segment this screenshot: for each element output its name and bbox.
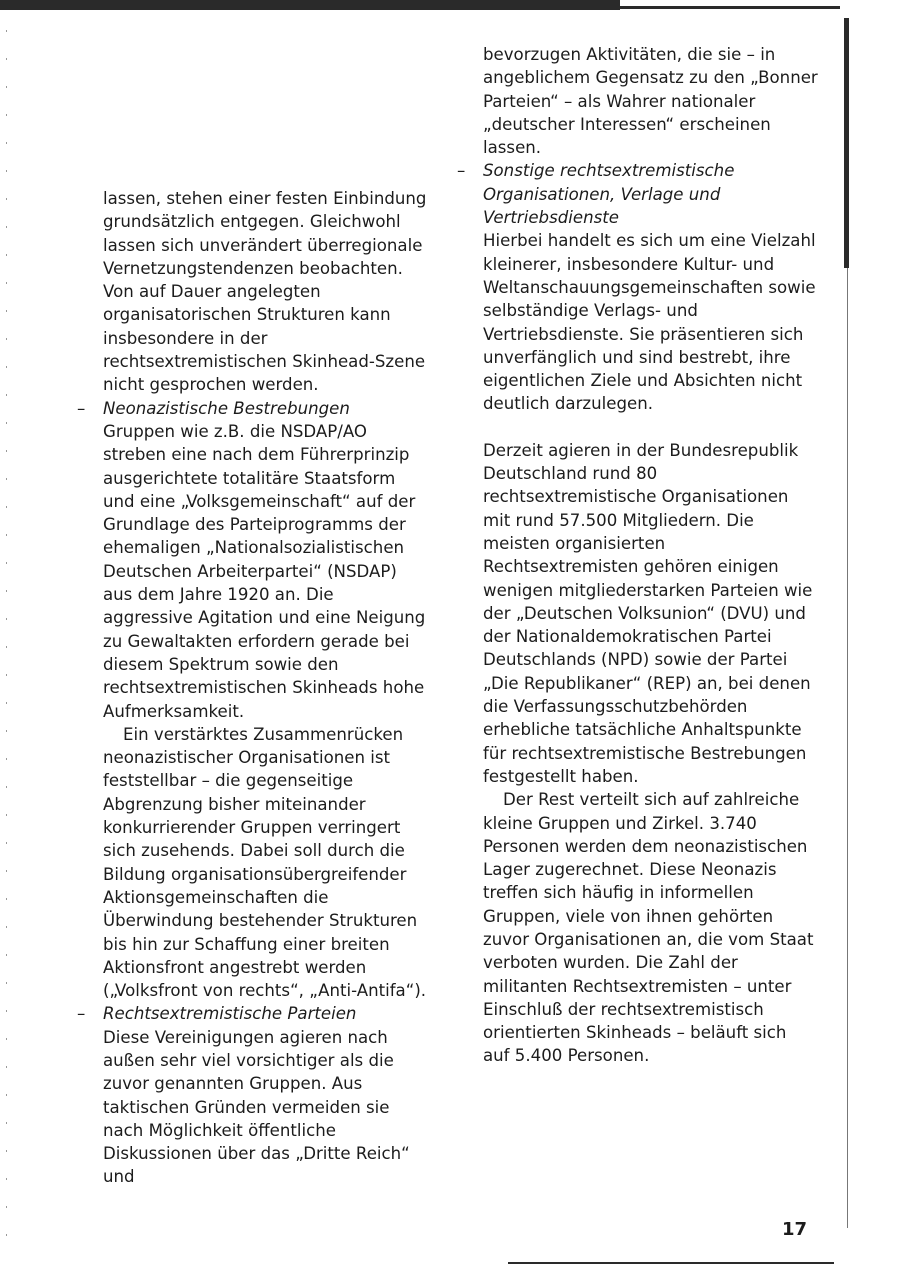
list-dash: –: [77, 398, 86, 418]
scan-edge-right: [844, 18, 849, 268]
left-column: [77, 187, 428, 1189]
list-item-parteien: [77, 1002, 428, 1188]
footer-rule: [508, 1262, 834, 1264]
list-item-text-2: Ein verstärktes Zusammenrücken neonazistischer Organisationen ist feststellbar – die gegenseitige Abgrenzung bisher miteinander konkurrierender Gruppen verringert sich zusehends. Dabei soll durch die Bildung organisationsübergreifender Aktionsgemeinschaften die Überwindung bestehender Strukturen bis hin zur Schaffung einer breiten Aktionsfront angestrebt werden („Volksfront von rechts“, „Anti-Antifa“).: [103, 724, 427, 1001]
right-paragraph-continued: bevorzugen Aktivitäten, die sie – in angeblichem Gegensatz zu den „Bonner Parteien“ – als Wahrer nationaler „deutscher Interessen“ erscheinen lassen.: [483, 45, 818, 158]
list-item-title: Rechtsextremistische Parteien: [103, 1004, 357, 1024]
list-item-title: Sonstige rechtsextremistische Organisationen, Verlage und Vertriebsdienste: [483, 161, 735, 228]
list-item-sonstige: [457, 159, 818, 415]
list-dash: –: [457, 161, 466, 181]
right-column: [457, 43, 818, 1068]
scan-edge-top-thin: [280, 6, 840, 9]
list-item-neonazistische: [77, 397, 428, 1003]
right-paragraph-3: Der Rest verteilt sich auf zahlreiche kleine Gruppen und Zirkel. 3.740 Personen werden dem neonazistischen Lager zugerechnet. Diese Neonazis treffen sich häufig in informellen Gruppen, viele von ihnen gehörten zuvor Organisationen an, die vom Staat verboten wurden. Die Zahl der militanten Rechtsextremisten – unter Einschluß der rechtsextremistisch orientierten Skinheads – beläuft sich auf 5.400 Personen.: [483, 790, 814, 1066]
scan-edge-left: [6, 30, 7, 1250]
list-item-text: Diese Vereinigungen agieren nach außen sehr viel vorsichtiger als die zuvor genannten Gruppen. Aus taktischen Gründen vermeiden sie nach Möglichkeit öffentliche Diskussionen über das „Dritte Reich“ und: [103, 1027, 410, 1187]
list-item-title: Neonazistische Bestrebungen: [103, 398, 350, 418]
left-paragraph-1: lassen, stehen einer festen Einbindung grundsätzlich entgegen. Gleichwohl lassen sich unverändert überregionale Vernetzungstendenzen beobachten. Von auf Dauer angelegten organisatorischen Strukturen kann insbesondere in der rechtsextremistischen Skinhead-Szene nicht gesprochen werden.: [103, 189, 427, 395]
list-dash: –: [77, 1004, 86, 1024]
scan-edge-right-thin: [847, 268, 848, 1228]
list-item-text: Gruppen wie z.B. die NSDAP/AO streben eine nach dem Führerprinzip ausgerichtete totalitäre Staatsform und eine „Volksgemeinschaft“ auf der Grundlage des Parteiprogramms der ehemaligen „Nationalsozialistischen Deutschen Arbeiterpartei“ (NSDAP) aus dem Jahre 1920 an. Die aggressive Agitation und eine Neigung zu Gewaltakten erfordern gerade bei diesem Spektrum sowie den rechtsextremistischen Skinheads hohe Aufmerksamkeit.: [103, 421, 426, 721]
page-number: 17: [782, 1219, 808, 1240]
right-paragraph-2: Derzeit agieren in der Bundesrepublik Deutschland rund 80 rechtsextremistische Organisationen mit rund 57.500 Mitgliedern. Die meisten organisierten Rechtsextremisten gehören einigen wenigen mitgliederstarken Parteien wie der „Deutschen Volksunion“ (DVU) und der Nationaldemokratischen Partei Deutschlands (NPD) sowie der Partei „Die Republikaner“ (REP) an, bei denen die Verfassungsschutzbehörden erhebliche tatsächliche Anhaltspunkte für rechtsextremistische Bestrebungen festgestellt haben.: [483, 440, 813, 786]
list-item-text: Hierbei handelt es sich um eine Vielzahl kleinerer, insbesondere Kultur- und Weltanschauungsgemeinschaften sowie selbständige Verlags- und Vertriebsdienste. Sie präsentieren sich unverfänglich und sind bestrebt, ihre eigentlichen Ziele und Absichten nicht deutlich darzulegen.: [483, 231, 816, 414]
